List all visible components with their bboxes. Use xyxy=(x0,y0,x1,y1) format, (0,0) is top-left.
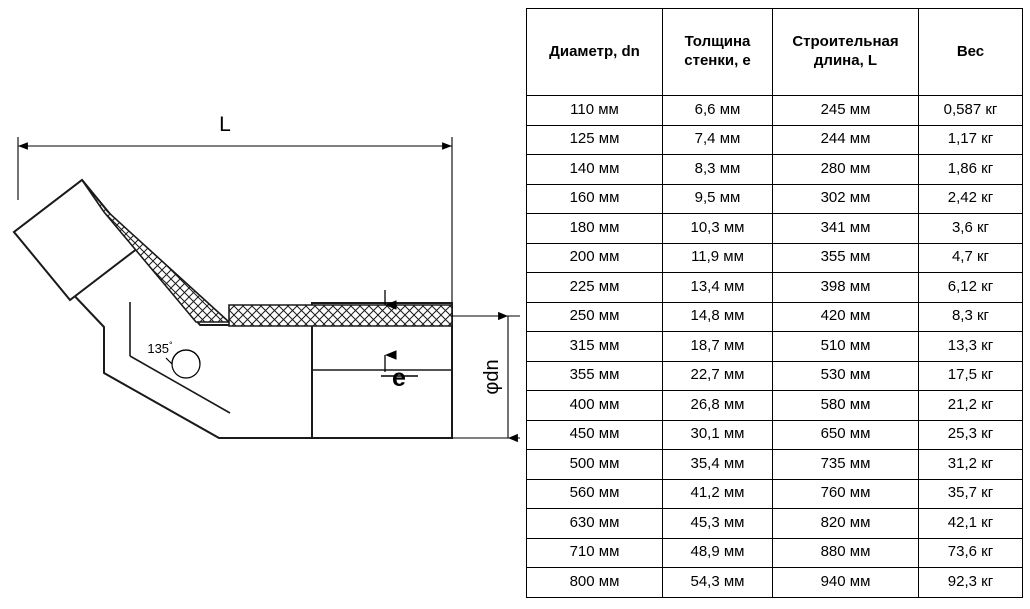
cell-length: 820 мм xyxy=(773,509,919,539)
cell-diameter: 500 мм xyxy=(527,450,663,480)
cell-diameter: 710 мм xyxy=(527,538,663,568)
cell-diameter: 800 мм xyxy=(527,568,663,598)
cell-length: 530 мм xyxy=(773,361,919,391)
cell-length: 735 мм xyxy=(773,450,919,480)
cell-weight: 17,5 кг xyxy=(919,361,1023,391)
header-wall-thickness: Толщина стенки, e xyxy=(663,9,773,96)
table-row xyxy=(527,302,1023,332)
cell-weight: 21,2 кг xyxy=(919,391,1023,421)
spec-table xyxy=(526,8,1023,598)
cell-diameter: 140 мм xyxy=(527,155,663,185)
cell-wall-thickness: 6,6 мм xyxy=(663,96,773,126)
cell-diameter: 180 мм xyxy=(527,214,663,244)
cell-wall-thickness: 30,1 мм xyxy=(663,420,773,450)
table-row xyxy=(527,509,1023,539)
cell-wall-thickness: 48,9 мм xyxy=(663,538,773,568)
cell-weight: 8,3 кг xyxy=(919,302,1023,332)
header-weight: Вес xyxy=(919,9,1023,96)
cell-wall-thickness: 35,4 мм xyxy=(663,450,773,480)
table-row xyxy=(527,96,1023,126)
header-diameter: Диаметр, dn xyxy=(527,9,663,96)
cell-weight: 73,6 кг xyxy=(919,538,1023,568)
table-row xyxy=(527,125,1023,155)
cell-wall-thickness: 14,8 мм xyxy=(663,302,773,332)
table-header-row xyxy=(527,9,1023,96)
cell-diameter: 630 мм xyxy=(527,509,663,539)
cell-diameter: 110 мм xyxy=(527,96,663,126)
table-row xyxy=(527,155,1023,185)
diameter-label: φdn xyxy=(481,359,503,395)
cell-diameter: 125 мм xyxy=(527,125,663,155)
cell-diameter: 450 мм xyxy=(527,420,663,450)
cell-length: 880 мм xyxy=(773,538,919,568)
cell-weight: 31,2 кг xyxy=(919,450,1023,480)
cell-weight: 35,7 кг xyxy=(919,479,1023,509)
cell-length: 245 мм xyxy=(773,96,919,126)
table-row xyxy=(527,568,1023,598)
table-row xyxy=(527,450,1023,480)
cell-wall-thickness: 8,3 мм xyxy=(663,155,773,185)
cell-diameter: 225 мм xyxy=(527,273,663,303)
cell-length: 280 мм xyxy=(773,155,919,185)
cell-weight: 2,42 кг xyxy=(919,184,1023,214)
cell-wall-thickness: 41,2 мм xyxy=(663,479,773,509)
cell-weight: 1,17 кг xyxy=(919,125,1023,155)
cell-length: 940 мм xyxy=(773,568,919,598)
table-row xyxy=(527,332,1023,362)
cell-weight: 1,86 кг xyxy=(919,155,1023,185)
spec-table-container xyxy=(526,8,1022,598)
cell-diameter: 250 мм xyxy=(527,302,663,332)
table-row xyxy=(527,273,1023,303)
angle-label: 135° xyxy=(147,340,173,356)
cell-diameter: 400 мм xyxy=(527,391,663,421)
cell-diameter: 200 мм xyxy=(527,243,663,273)
cell-length: 580 мм xyxy=(773,391,919,421)
cell-wall-thickness: 10,3 мм xyxy=(663,214,773,244)
cell-wall-thickness: 54,3 мм xyxy=(663,568,773,598)
cell-wall-thickness: 11,9 мм xyxy=(663,243,773,273)
cell-wall-thickness: 26,8 мм xyxy=(663,391,773,421)
header-length: Строительная длина, L xyxy=(773,9,919,96)
cell-wall-thickness: 18,7 мм xyxy=(663,332,773,362)
cell-wall-thickness: 45,3 мм xyxy=(663,509,773,539)
cell-diameter: 560 мм xyxy=(527,479,663,509)
length-label: L xyxy=(219,113,231,136)
cell-length: 244 мм xyxy=(773,125,919,155)
table-row xyxy=(527,184,1023,214)
table-row xyxy=(527,214,1023,244)
cell-length: 760 мм xyxy=(773,479,919,509)
cell-wall-thickness: 7,4 мм xyxy=(663,125,773,155)
cell-weight: 42,1 кг xyxy=(919,509,1023,539)
cell-weight: 6,12 кг xyxy=(919,273,1023,303)
cell-diameter: 315 мм xyxy=(527,332,663,362)
table-row xyxy=(527,420,1023,450)
table-row xyxy=(527,361,1023,391)
wall-hatch-lower xyxy=(229,305,452,326)
table-row xyxy=(527,243,1023,273)
cell-weight: 92,3 кг xyxy=(919,568,1023,598)
cell-length: 341 мм xyxy=(773,214,919,244)
cell-length: 420 мм xyxy=(773,302,919,332)
cell-weight: 25,3 кг xyxy=(919,420,1023,450)
cell-diameter: 160 мм xyxy=(527,184,663,214)
cell-length: 510 мм xyxy=(773,332,919,362)
cell-diameter: 355 мм xyxy=(527,361,663,391)
wall-thickness-label: e xyxy=(392,364,406,392)
table-row xyxy=(527,538,1023,568)
cell-length: 398 мм xyxy=(773,273,919,303)
cell-wall-thickness: 13,4 мм xyxy=(663,273,773,303)
cell-wall-thickness: 22,7 мм xyxy=(663,361,773,391)
cell-wall-thickness: 9,5 мм xyxy=(663,184,773,214)
table-row xyxy=(527,391,1023,421)
cell-length: 355 мм xyxy=(773,243,919,273)
cell-weight: 0,587 кг xyxy=(919,96,1023,126)
cell-weight: 13,3 кг xyxy=(919,332,1023,362)
cell-length: 302 мм xyxy=(773,184,919,214)
table-row xyxy=(527,479,1023,509)
cell-weight: 4,7 кг xyxy=(919,243,1023,273)
cell-weight: 3,6 кг xyxy=(919,214,1023,244)
cell-length: 650 мм xyxy=(773,420,919,450)
